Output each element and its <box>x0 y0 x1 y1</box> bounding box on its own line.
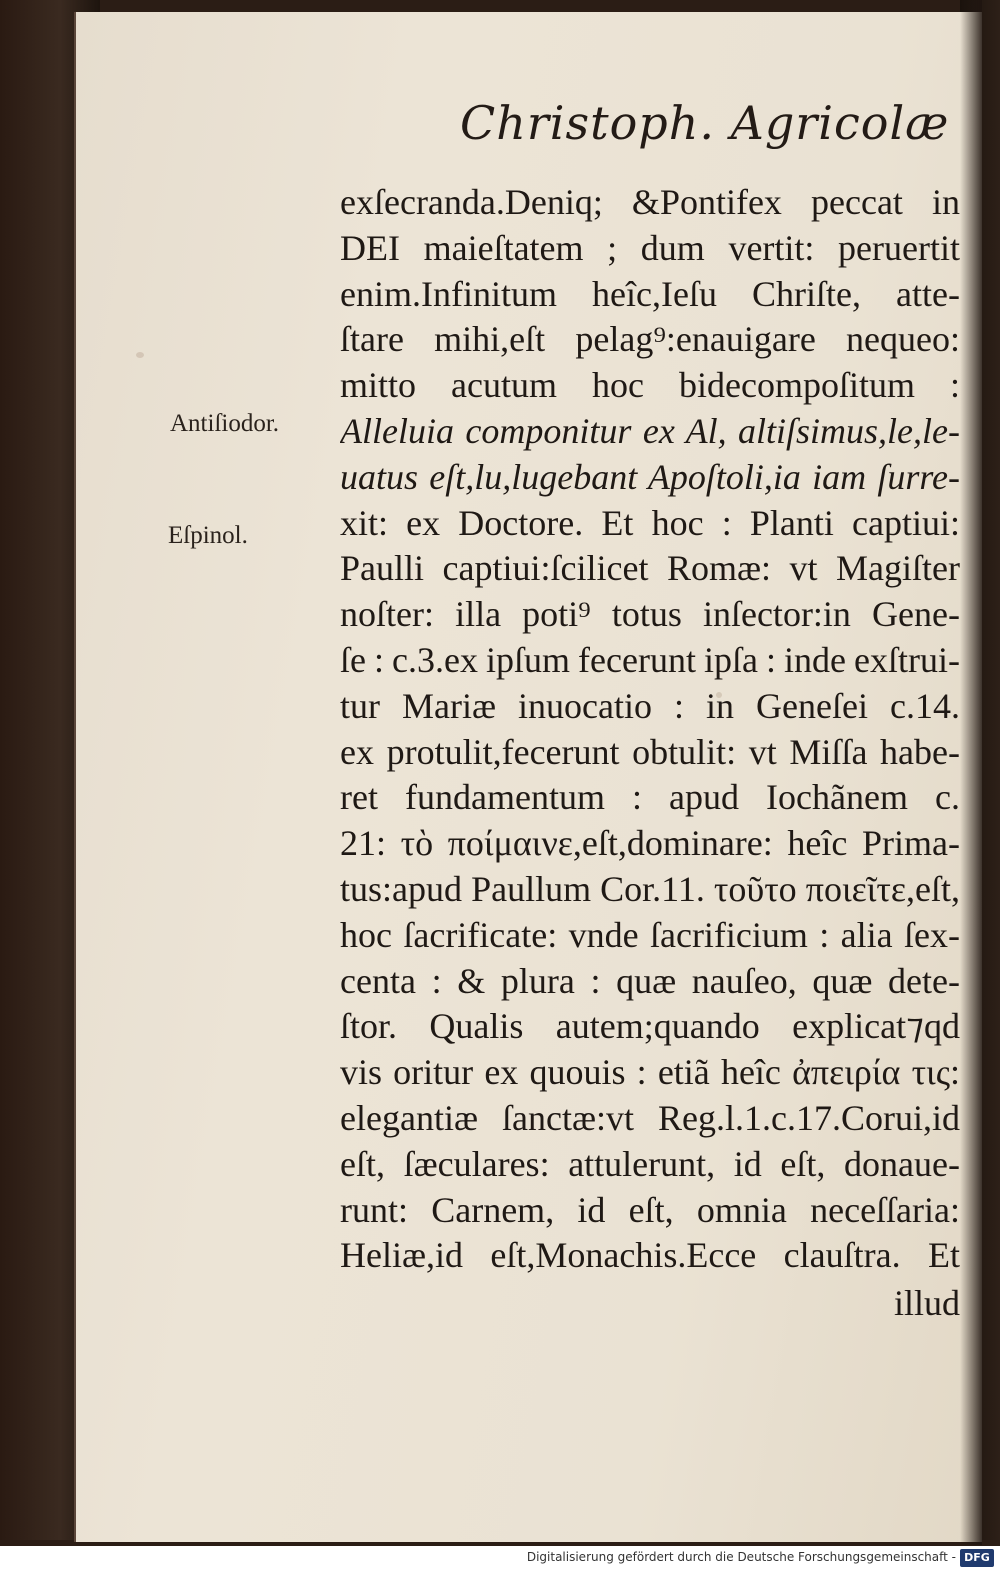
text-line: ex protulit,fecerunt obtulit: vt Miſſa habe- <box>340 731 960 772</box>
text-line: centa : & plura : quæ nauſeo, quæ dete- <box>340 960 960 1001</box>
footer-bar <box>0 1546 1000 1572</box>
text-line: ſtare mihi,eſt pelag⁹:enauigare nequeo: <box>340 319 960 360</box>
text-line: Heliæ,id eſt,Monachis.Ecce clauſtra. Et <box>340 1235 960 1276</box>
body-text <box>340 180 960 1327</box>
text-line: ſtor. Qualis autem;quando explicat⁊qd <box>340 1006 960 1047</box>
text-line: enim.Infinitum heîc,Ieſu Chriſte, atte- <box>340 273 960 314</box>
page-edge-shadow <box>960 0 982 1545</box>
text-line: noſter: illa poti⁹ totus inſector:in Gene- <box>340 594 960 635</box>
text-line: runt: Carnem, id eſt, omnia neceſſaria: <box>340 1189 960 1230</box>
text-line: vis oritur ex quouis : etiã heîc ἀπειρία τις: <box>340 1052 960 1093</box>
text-line: eſt, ſæculares: attulerunt, id eſt, donaue- <box>340 1143 960 1184</box>
margin-note-antisiodor: Antiſiodor. <box>170 410 280 437</box>
text-line: Paulli captiui:ſcilicet Romæ: vt Magiſter <box>340 548 960 589</box>
text-line: Alleluia componitur ex Al, altiſsimus,le,le- <box>340 410 960 451</box>
text-line: exſecranda.Deniq; &Pontifex peccat in <box>340 182 960 222</box>
text-line: ſe : c.3.ex ipſum fecerunt ipſa : inde exſtrui- <box>340 639 960 680</box>
text-line: DEI maieſtatem ; dum vertit: peruertit <box>340 227 960 268</box>
text-line: elegantiæ ſanctæ:vt Reg.l.1.c.17.Corui,id <box>340 1097 960 1138</box>
text-line: uatus eſt,lu,lugebant Apoſtoli,ia iam ſurre- <box>340 456 960 497</box>
dfg-logo: DFG <box>960 1549 994 1567</box>
paper-stain <box>136 352 144 358</box>
text-line: tur Mariæ inuocatio : in Geneſei c.14. <box>340 685 960 726</box>
text-line: xit: ex Doctore. Et hoc : Planti captiui: <box>340 502 960 543</box>
catchword: illud <box>893 1283 960 1324</box>
text-line: ret fundamentum : apud Iochãnem c. <box>340 777 960 818</box>
text-line: hoc ſacrificate: vnde ſacrificium : alia ſex- <box>340 914 960 955</box>
text-line: mitto acutum hoc bidecompoſitum : <box>340 365 960 406</box>
margin-note-espinol: Eſpinol. <box>168 522 248 549</box>
running-head: Christoph. Agricolæ <box>460 96 950 150</box>
footer-credit: Digitalisierung gefördert durch die Deutsche Forschungsgemeinschaft - <box>526 1550 956 1564</box>
text-line: 21: τὸ ποίμαινε,eſt,dominare: heîc Prima- <box>340 823 960 864</box>
text-line: tus:apud Paullum Cor.11. τοῦτο ποιεῖτε,eſt, <box>340 868 960 909</box>
